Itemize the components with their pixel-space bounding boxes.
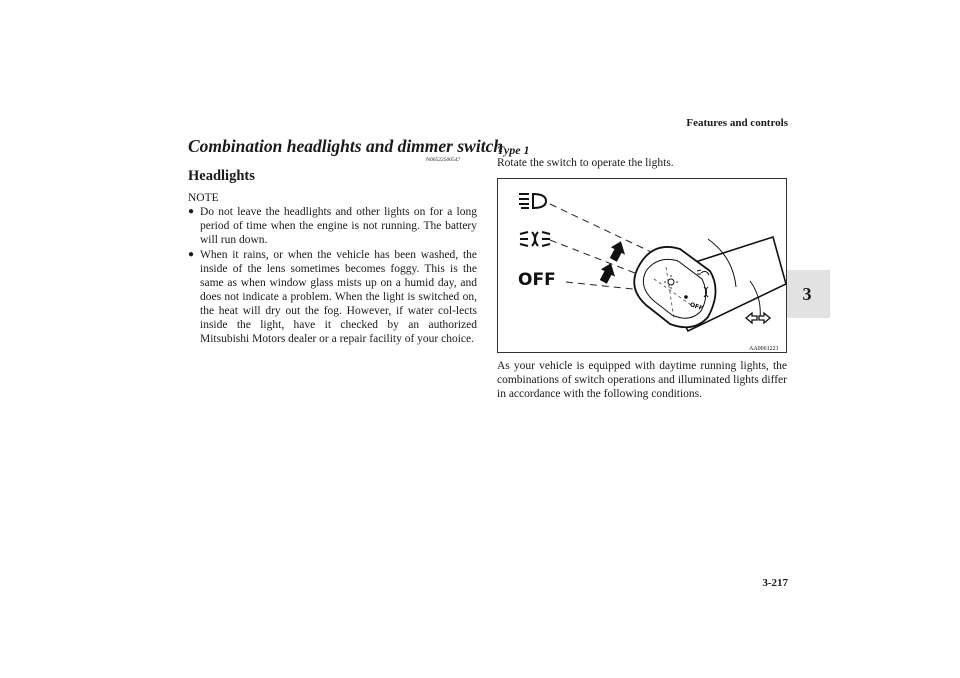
headlight-icon: [519, 194, 546, 208]
off-label: OFF: [518, 270, 556, 290]
bullet-icon: ●: [188, 206, 195, 217]
note-list: [188, 205, 477, 347]
parking-light-icon: [520, 232, 550, 246]
knob-off-label: OFF: [688, 301, 704, 313]
position-dot: [684, 295, 688, 299]
note-text: When it rains, or when the vehicle has been washed, the inside of the lens sometimes becomes foggy. This is the same as when window glass mists up on a humid day, and does not indicate a problem. When the light is switched on, the heat will dry out the fog. However, if water col-lects inside the light, have it checked by an authorized Mitsubishi Motors dealer or a repair facility of your choice.: [200, 249, 477, 345]
body-paragraph: As your vehicle is equipped with daytime running lights, the combinations of switch operations and illuminated lights differ in accordance with the following conditions.: [497, 360, 787, 400]
section-title: Combination headlights and dimmer switch: [188, 136, 504, 156]
image-code: AA0061221: [749, 346, 779, 352]
switch-illustration: [497, 178, 787, 353]
reference-code: N00522500547: [426, 157, 461, 163]
note-label: NOTE: [188, 192, 219, 204]
turn-signal-arrows-icon: [746, 313, 770, 323]
note-text: Do not leave the headlights and other lights on for a long period of time when the engine is not running. The battery will run down.: [200, 206, 477, 246]
bullet-icon: ●: [188, 249, 195, 260]
type-label: Type 1: [497, 143, 530, 157]
page-header: Features and controls: [686, 117, 788, 129]
switch-diagram: [498, 179, 788, 354]
note-item: [188, 205, 477, 247]
intro-text: Rotate the switch to operate the lights.: [497, 157, 674, 169]
chapter-tab: 3: [784, 270, 830, 318]
note-item: [188, 248, 477, 346]
page-number: 3-217: [762, 577, 788, 589]
subheading: Headlights: [188, 168, 255, 184]
rotation-arrows-icon: [596, 238, 630, 285]
